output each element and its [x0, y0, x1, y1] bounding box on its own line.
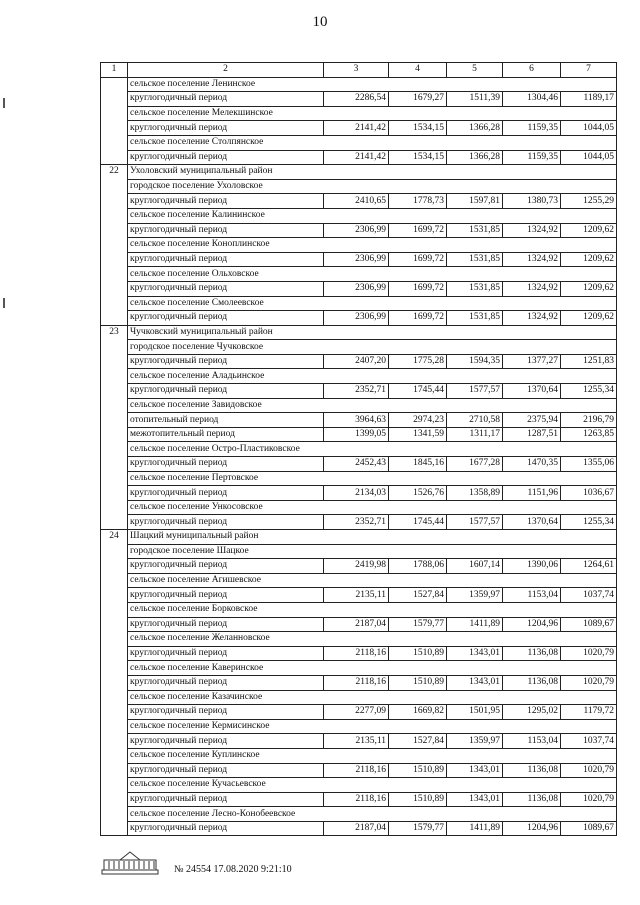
table-row — [101, 632, 617, 647]
value-cell: 1209,62 — [561, 252, 617, 267]
value-cell: 1531,85 — [447, 252, 503, 267]
value-cell: 1264,61 — [561, 559, 617, 574]
value-cell: 1845,16 — [389, 457, 447, 472]
value-cell: 1399,05 — [324, 427, 389, 442]
value-cell: 1089,67 — [561, 821, 617, 836]
value-cell: 1597,81 — [447, 194, 503, 209]
registration-stamp: № 24554 17.08.2020 9:21:10 — [174, 864, 292, 875]
value-cell: 1255,34 — [561, 384, 617, 399]
value-cell: 1189,17 — [561, 92, 617, 107]
value-cell: 2306,99 — [324, 223, 389, 238]
value-cell: 1579,77 — [389, 821, 447, 836]
row-label: круглогодичный период — [128, 821, 324, 836]
row-label: круглогодичный период — [128, 311, 324, 326]
value-cell: 1204,96 — [503, 821, 561, 836]
value-cell: 1411,89 — [447, 821, 503, 836]
section-label: сельское поселение Пертовское — [128, 471, 617, 486]
value-cell: 2306,99 — [324, 281, 389, 296]
table-row — [101, 530, 617, 545]
value-cell: 2118,16 — [324, 646, 389, 661]
table-row — [101, 77, 617, 92]
value-cell: 1255,34 — [561, 515, 617, 530]
table-row — [101, 661, 617, 676]
value-cell: 1324,92 — [503, 223, 561, 238]
row-label: круглогодичный период — [128, 486, 324, 501]
table-row — [101, 690, 617, 705]
section-label: сельское поселение Аладьинское — [128, 369, 617, 384]
page-number: 10 — [312, 14, 328, 30]
value-cell: 1044,05 — [561, 150, 617, 165]
row-number: 24 — [101, 530, 128, 836]
section-label: сельское поселение Смолеевское — [128, 296, 617, 311]
value-cell: 1263,85 — [561, 427, 617, 442]
table-row — [101, 705, 617, 720]
value-cell: 2419,98 — [324, 559, 389, 574]
value-cell: 1699,72 — [389, 311, 447, 326]
value-cell: 1209,62 — [561, 281, 617, 296]
row-label: круглогодичный период — [128, 457, 324, 472]
value-cell: 1579,77 — [389, 617, 447, 632]
value-cell: 1775,28 — [389, 354, 447, 369]
table-row — [101, 778, 617, 793]
value-cell: 1377,27 — [503, 354, 561, 369]
table-row — [101, 427, 617, 442]
section-label: сельское поселение Кучасьевское — [128, 778, 617, 793]
value-cell: 1324,92 — [503, 311, 561, 326]
table-row — [101, 311, 617, 326]
value-cell: 2306,99 — [324, 252, 389, 267]
section-label: сельское поселение Ленинское — [128, 77, 617, 92]
column-header: 1 — [101, 63, 128, 78]
table-row — [101, 135, 617, 150]
row-label: круглогодичный период — [128, 384, 324, 399]
value-cell: 1358,89 — [447, 486, 503, 501]
row-label: круглогодичный период — [128, 763, 324, 778]
value-cell: 1511,39 — [447, 92, 503, 107]
value-cell: 1510,89 — [389, 792, 447, 807]
value-cell: 1037,74 — [561, 588, 617, 603]
value-cell: 1044,05 — [561, 121, 617, 136]
section-label: сельское поселение Остро-Пластиковское — [128, 442, 617, 457]
table-row — [101, 763, 617, 778]
value-cell: 1366,28 — [447, 121, 503, 136]
value-cell: 2410,65 — [324, 194, 389, 209]
value-cell: 1343,01 — [447, 792, 503, 807]
value-cell: 2118,16 — [324, 675, 389, 690]
value-cell: 1020,79 — [561, 646, 617, 661]
value-cell: 1159,35 — [503, 121, 561, 136]
table-row — [101, 588, 617, 603]
row-label: отопительный период — [128, 413, 324, 428]
value-cell: 1380,73 — [503, 194, 561, 209]
value-cell: 2352,71 — [324, 384, 389, 399]
table-row — [101, 646, 617, 661]
value-cell: 1745,44 — [389, 384, 447, 399]
column-header: 2 — [128, 63, 324, 78]
table-header-row — [101, 63, 617, 78]
table-row — [101, 486, 617, 501]
value-cell: 1324,92 — [503, 252, 561, 267]
value-cell: 2407,20 — [324, 354, 389, 369]
value-cell: 2187,04 — [324, 617, 389, 632]
footer — [100, 850, 420, 880]
row-label: круглогодичный период — [128, 194, 324, 209]
value-cell: 2134,03 — [324, 486, 389, 501]
row-label: круглогодичный период — [128, 92, 324, 107]
building-seal-icon — [100, 850, 160, 876]
value-cell: 2352,71 — [324, 515, 389, 530]
value-cell: 1510,89 — [389, 763, 447, 778]
value-cell: 2135,11 — [324, 734, 389, 749]
value-cell: 1159,35 — [503, 150, 561, 165]
section-label: городское поселение Шацкое — [128, 544, 617, 559]
table-row — [101, 398, 617, 413]
value-cell: 1534,15 — [389, 121, 447, 136]
table-row — [101, 734, 617, 749]
table-row — [101, 208, 617, 223]
row-label: круглогодичный период — [128, 792, 324, 807]
row-label: круглогодичный период — [128, 515, 324, 530]
margin-mark — [3, 298, 5, 308]
table-row — [101, 267, 617, 282]
value-cell: 1510,89 — [389, 646, 447, 661]
value-cell: 1527,84 — [389, 588, 447, 603]
value-cell: 1510,89 — [389, 675, 447, 690]
value-cell: 1534,15 — [389, 150, 447, 165]
table-row — [101, 238, 617, 253]
table-row — [101, 384, 617, 399]
row-number: 22 — [101, 165, 128, 326]
value-cell: 1295,02 — [503, 705, 561, 720]
table-row — [101, 252, 617, 267]
column-header: 7 — [561, 63, 617, 78]
value-cell: 1411,89 — [447, 617, 503, 632]
table-row — [101, 500, 617, 515]
value-cell: 2135,11 — [324, 588, 389, 603]
section-label: Шацкий муниципальный район — [128, 530, 617, 545]
section-label: сельское поселение Завидовское — [128, 398, 617, 413]
section-label: сельское поселение Казачинское — [128, 690, 617, 705]
tariff-table — [100, 62, 617, 836]
value-cell: 1343,01 — [447, 646, 503, 661]
value-cell: 1531,85 — [447, 281, 503, 296]
table-row — [101, 281, 617, 296]
value-cell: 2118,16 — [324, 763, 389, 778]
table-row — [101, 792, 617, 807]
section-label: сельское поселение Агишевское — [128, 573, 617, 588]
value-cell: 1020,79 — [561, 763, 617, 778]
table-row — [101, 457, 617, 472]
section-label: сельское поселение Столпянское — [128, 135, 617, 150]
row-label: круглогодичный период — [128, 121, 324, 136]
value-cell: 2118,16 — [324, 792, 389, 807]
value-cell: 1343,01 — [447, 675, 503, 690]
table-row — [101, 325, 617, 340]
value-cell: 1136,08 — [503, 763, 561, 778]
table-row — [101, 602, 617, 617]
table-row — [101, 194, 617, 209]
value-cell: 1153,04 — [503, 734, 561, 749]
value-cell: 1359,97 — [447, 588, 503, 603]
section-label: сельское поселение Калининское — [128, 208, 617, 223]
value-cell: 1366,28 — [447, 150, 503, 165]
table-row — [101, 821, 617, 836]
table-row — [101, 179, 617, 194]
value-cell: 1527,84 — [389, 734, 447, 749]
value-cell: 1359,97 — [447, 734, 503, 749]
value-cell: 1153,04 — [503, 588, 561, 603]
row-number — [101, 77, 128, 165]
value-cell: 1089,67 — [561, 617, 617, 632]
value-cell: 1209,62 — [561, 311, 617, 326]
value-cell: 1679,27 — [389, 92, 447, 107]
value-cell: 1390,06 — [503, 559, 561, 574]
value-cell: 3964,63 — [324, 413, 389, 428]
value-cell: 1341,59 — [389, 427, 447, 442]
section-label: Чучковский муниципальный район — [128, 325, 617, 340]
value-cell: 1669,82 — [389, 705, 447, 720]
row-label: круглогодичный период — [128, 150, 324, 165]
value-cell: 2286,54 — [324, 92, 389, 107]
value-cell: 1136,08 — [503, 792, 561, 807]
table-row — [101, 617, 617, 632]
value-cell: 1699,72 — [389, 223, 447, 238]
table-row — [101, 413, 617, 428]
value-cell: 1577,57 — [447, 515, 503, 530]
value-cell: 1577,57 — [447, 384, 503, 399]
row-label: круглогодичный период — [128, 646, 324, 661]
value-cell: 1343,01 — [447, 763, 503, 778]
section-label: городское поселение Чучковское — [128, 340, 617, 355]
section-label: сельское поселение Ольховское — [128, 267, 617, 282]
row-label: круглогодичный период — [128, 705, 324, 720]
value-cell: 1470,35 — [503, 457, 561, 472]
table-row — [101, 471, 617, 486]
value-cell: 2187,04 — [324, 821, 389, 836]
value-cell: 1209,62 — [561, 223, 617, 238]
section-label: сельское поселение Каверинское — [128, 661, 617, 676]
section-label: сельское поселение Куплинское — [128, 748, 617, 763]
value-cell: 1151,96 — [503, 486, 561, 501]
row-label: круглогодичный период — [128, 617, 324, 632]
row-label: круглогодичный период — [128, 281, 324, 296]
table-row — [101, 442, 617, 457]
table-row — [101, 92, 617, 107]
value-cell: 1526,76 — [389, 486, 447, 501]
table-row — [101, 544, 617, 559]
section-label: сельское поселение Борковское — [128, 602, 617, 617]
row-label: круглогодичный период — [128, 223, 324, 238]
table-row — [101, 296, 617, 311]
section-label: Ухоловский муниципальный район — [128, 165, 617, 180]
value-cell: 1304,46 — [503, 92, 561, 107]
value-cell: 1699,72 — [389, 252, 447, 267]
value-cell: 1324,92 — [503, 281, 561, 296]
value-cell: 1204,96 — [503, 617, 561, 632]
value-cell: 1788,06 — [389, 559, 447, 574]
table-row — [101, 515, 617, 530]
value-cell: 2277,09 — [324, 705, 389, 720]
value-cell: 1355,06 — [561, 457, 617, 472]
value-cell: 1531,85 — [447, 311, 503, 326]
value-cell: 1594,35 — [447, 354, 503, 369]
table-row — [101, 354, 617, 369]
table-row — [101, 150, 617, 165]
value-cell: 1370,64 — [503, 515, 561, 530]
value-cell: 1136,08 — [503, 675, 561, 690]
value-cell: 2196,79 — [561, 413, 617, 428]
row-label: круглогодичный период — [128, 675, 324, 690]
value-cell: 1677,28 — [447, 457, 503, 472]
value-cell: 1179,72 — [561, 705, 617, 720]
column-header: 4 — [389, 63, 447, 78]
value-cell: 1531,85 — [447, 223, 503, 238]
value-cell: 2141,42 — [324, 121, 389, 136]
value-cell: 1607,14 — [447, 559, 503, 574]
row-label: межотопительный период — [128, 427, 324, 442]
column-header: 3 — [324, 63, 389, 78]
table-row — [101, 748, 617, 763]
row-label: круглогодичный период — [128, 588, 324, 603]
table-row — [101, 340, 617, 355]
value-cell: 2141,42 — [324, 150, 389, 165]
value-cell: 1778,73 — [389, 194, 447, 209]
section-label: сельское поселение Мелекшинское — [128, 106, 617, 121]
section-label: сельское поселение Желанновское — [128, 632, 617, 647]
value-cell: 1501,95 — [447, 705, 503, 720]
section-label: сельское поселение Кермисинское — [128, 719, 617, 734]
table-row — [101, 559, 617, 574]
value-cell: 1370,64 — [503, 384, 561, 399]
value-cell: 2375,94 — [503, 413, 561, 428]
row-label: круглогодичный период — [128, 734, 324, 749]
table-row — [101, 675, 617, 690]
row-label: круглогодичный период — [128, 252, 324, 267]
table-row — [101, 106, 617, 121]
column-header: 5 — [447, 63, 503, 78]
value-cell: 1136,08 — [503, 646, 561, 661]
section-label: сельское поселение Коноплинское — [128, 238, 617, 253]
section-label: городское поселение Ухоловское — [128, 179, 617, 194]
value-cell: 2306,99 — [324, 311, 389, 326]
row-label: круглогодичный период — [128, 354, 324, 369]
table-row — [101, 121, 617, 136]
value-cell: 1036,67 — [561, 486, 617, 501]
value-cell: 1287,51 — [503, 427, 561, 442]
value-cell: 2452,43 — [324, 457, 389, 472]
value-cell: 1745,44 — [389, 515, 447, 530]
value-cell: 1037,74 — [561, 734, 617, 749]
table-row — [101, 223, 617, 238]
section-label: сельское поселение Ункосовское — [128, 500, 617, 515]
value-cell: 2710,58 — [447, 413, 503, 428]
column-header: 6 — [503, 63, 561, 78]
row-number: 23 — [101, 325, 128, 529]
table-row — [101, 369, 617, 384]
value-cell: 1020,79 — [561, 675, 617, 690]
value-cell: 2974,23 — [389, 413, 447, 428]
table-row — [101, 807, 617, 822]
table-row — [101, 165, 617, 180]
row-label: круглогодичный период — [128, 559, 324, 574]
value-cell: 1311,17 — [447, 427, 503, 442]
value-cell: 1251,83 — [561, 354, 617, 369]
section-label: сельское поселение Лесно-Конобеевское — [128, 807, 617, 822]
value-cell: 1020,79 — [561, 792, 617, 807]
margin-mark — [3, 98, 5, 108]
value-cell: 1255,29 — [561, 194, 617, 209]
table-row — [101, 573, 617, 588]
table-row — [101, 719, 617, 734]
value-cell: 1699,72 — [389, 281, 447, 296]
